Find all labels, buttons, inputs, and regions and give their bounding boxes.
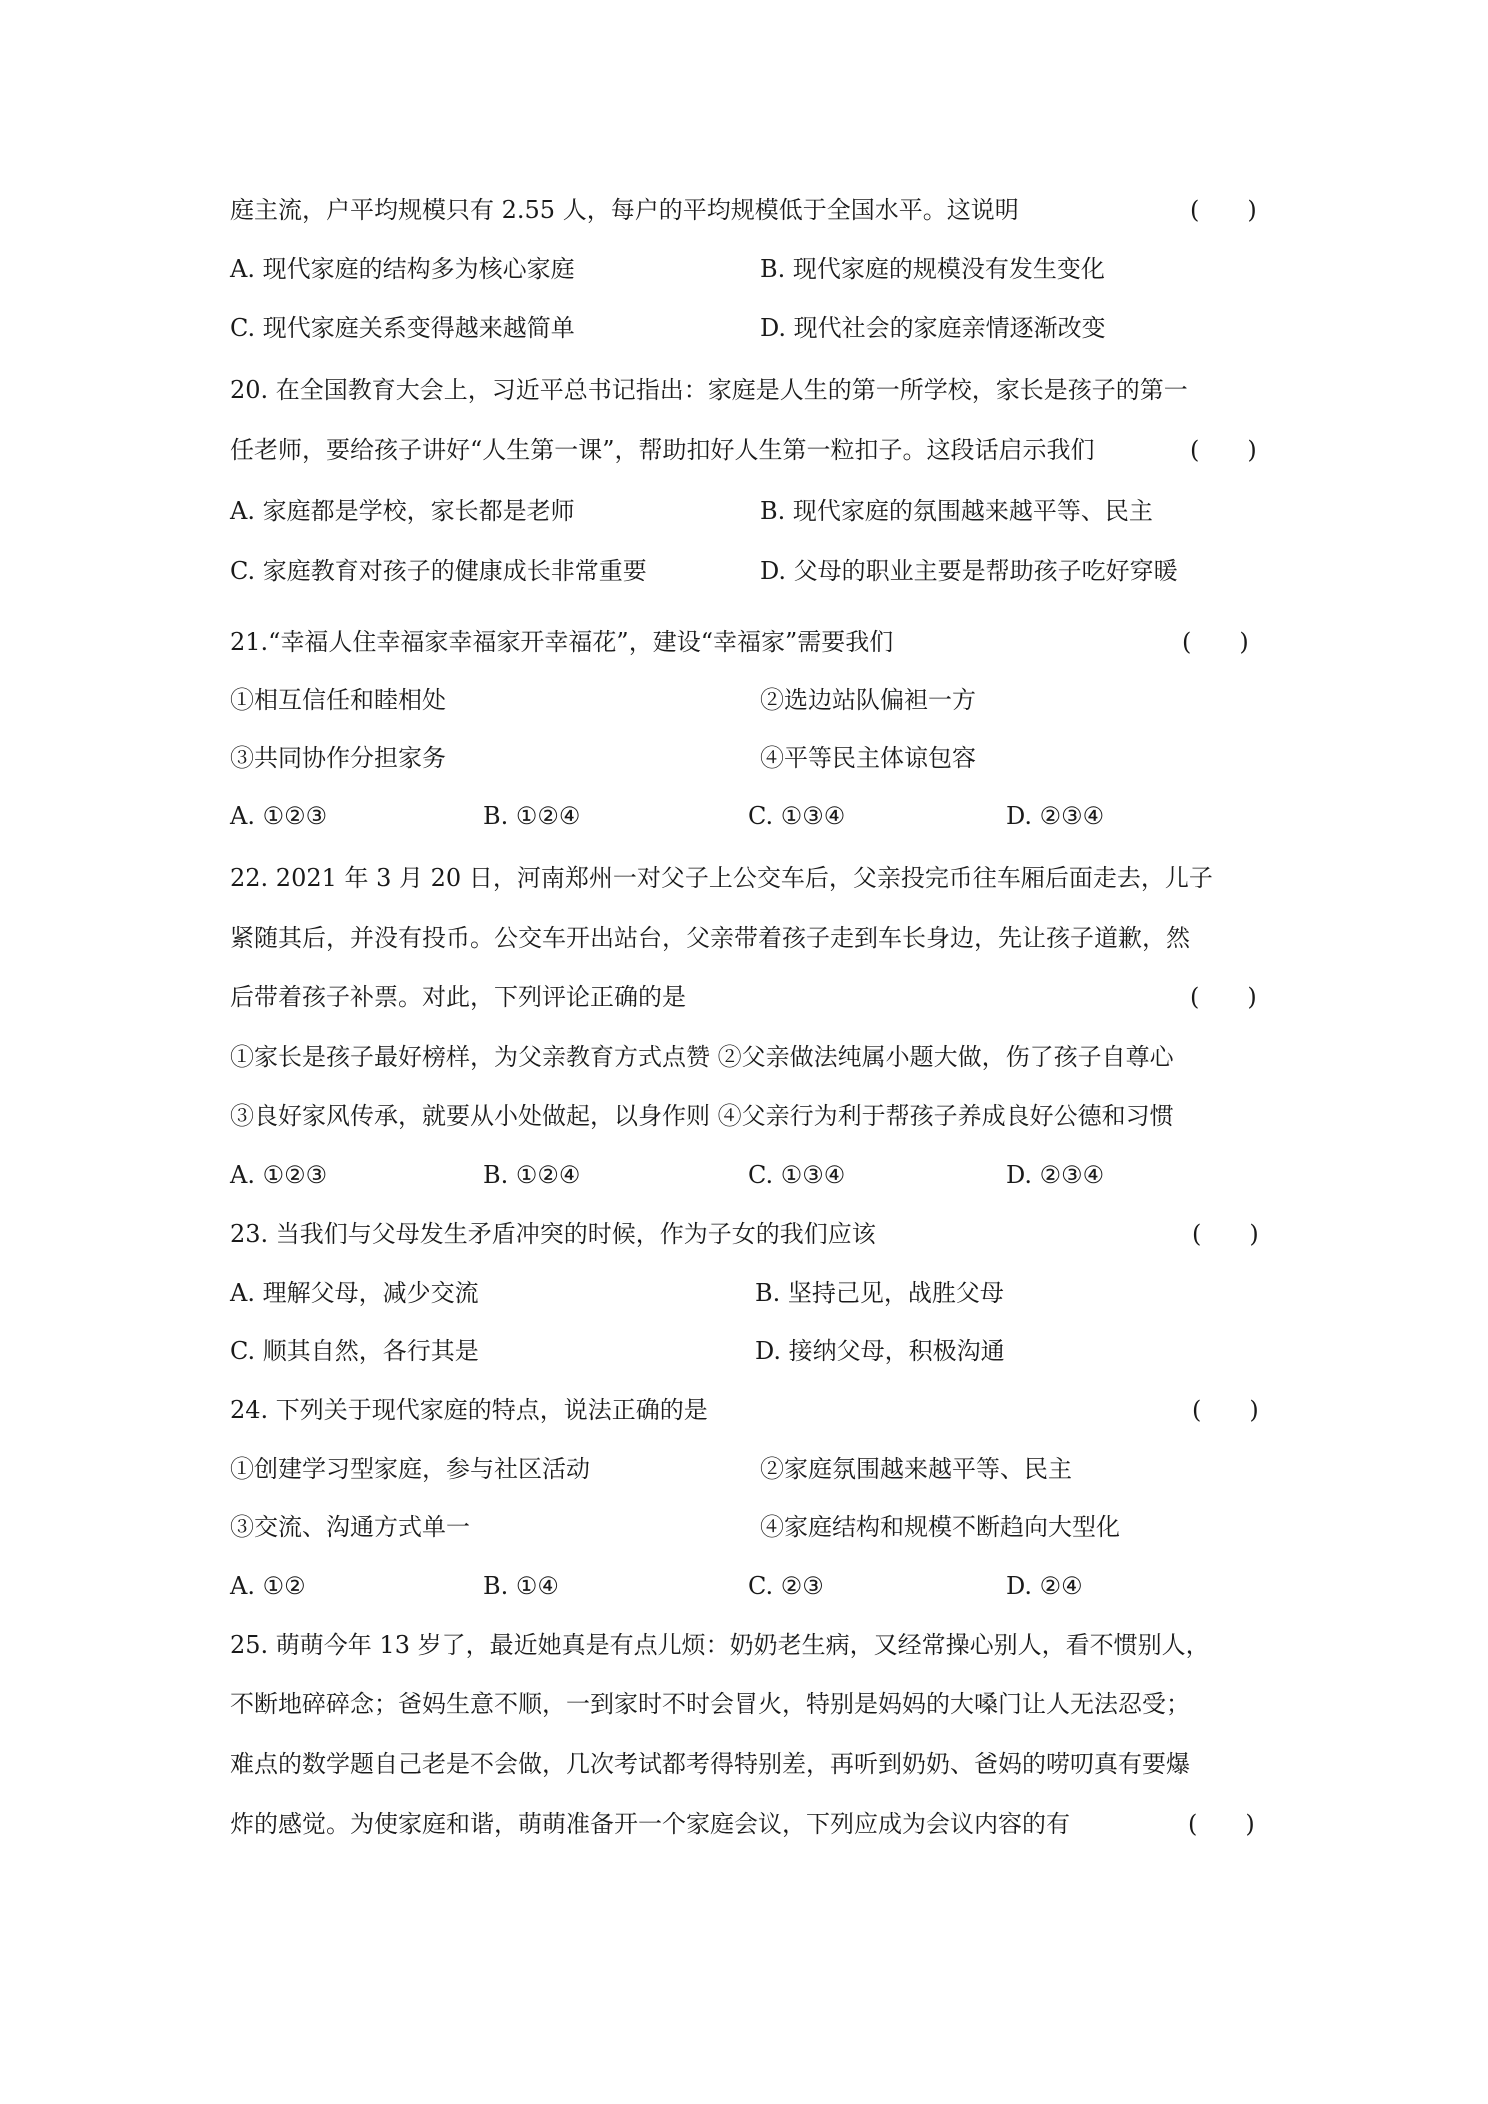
q22-option-b: B. ①②④	[483, 1161, 581, 1189]
q20-option-a: A. 家庭都是学校，家长都是老师	[230, 497, 575, 525]
q19-option-c: C. 现代家庭关系变得越来越简单	[230, 314, 575, 342]
q22-items-text-1: ①家长是孩子最好榜样，为父亲教育方式点赞 ②父亲做法纯属小题大做，伤了孩子自尊心	[230, 1043, 1174, 1071]
q23-option-d: D. 接纳父母，积极沟通	[755, 1337, 1005, 1365]
q22-stem-text-2: 紧随其后，并没有投币。公交车开出站台，父亲带着孩子走到车长身边，先让孩子道歉，然	[230, 924, 1190, 952]
q24-item-1: ①创建学习型家庭，参与社区活动	[230, 1455, 590, 1483]
q24-options-row	[230, 1566, 1270, 1606]
q23-option-a: A. 理解父母，减少交流	[230, 1279, 479, 1307]
q21-item-4: ④平等民主体谅包容	[760, 744, 976, 772]
q20-option-c: C. 家庭教育对孩子的健康成长非常重要	[230, 557, 647, 585]
q24-items-row-1	[230, 1449, 1270, 1489]
q23-option-b: B. 坚持己见，战胜父母	[755, 1279, 1004, 1307]
q19-option-b: B. 现代家庭的规模没有发生变化	[760, 255, 1105, 283]
q22-stem-line-2	[230, 918, 1270, 958]
q25-stem-line-4	[230, 1804, 1270, 1844]
q23-answer-paren: ( )	[1192, 1220, 1259, 1248]
q22-items-line-2	[230, 1096, 1270, 1136]
q19-stem-line	[230, 190, 1270, 230]
q22-options-row	[230, 1155, 1270, 1195]
q21-options-row	[230, 796, 1270, 836]
q21-option-b: B. ①②④	[483, 802, 581, 830]
q24-items-row-2	[230, 1507, 1270, 1547]
q25-stem-line-1	[230, 1625, 1270, 1665]
q21-item-2: ②选边站队偏袒一方	[760, 686, 976, 714]
q21-item-1: ①相互信任和睦相处	[230, 686, 446, 714]
q20-stem-text-1: 20. 在全国教育大会上，习近平总书记指出：家庭是人生的第一所学校，家长是孩子的第一	[230, 376, 1188, 404]
q24-stem-text: 24. 下列关于现代家庭的特点，说法正确的是	[230, 1396, 708, 1424]
q24-option-d: D. ②④	[1006, 1572, 1083, 1600]
q23-options-row-1	[230, 1273, 1270, 1313]
q20-option-d: D. 父母的职业主要是帮助孩子吃好穿暖	[760, 557, 1178, 585]
q20-answer-paren: ( )	[1190, 436, 1257, 464]
q20-stem-text-2: 任老师，要给孩子讲好“人生第一课”，帮助扣好人生第一粒扣子。这段话启示我们	[230, 436, 1095, 464]
q22-stem-line-1	[230, 858, 1270, 898]
q24-option-a: A. ①②	[230, 1572, 306, 1600]
q25-stem-text-1: 25. 萌萌今年 13 岁了，最近她真是有点儿烦：奶奶老生病，又经常操心别人，看不惯别人，	[230, 1631, 1210, 1659]
q22-option-d: D. ②③④	[1006, 1161, 1105, 1189]
q25-answer-paren: ( )	[1188, 1810, 1255, 1838]
q22-items-text-2: ③良好家风传承，就要从小处做起，以身作则 ④父亲行为利于帮孩子养成良好公德和习惯	[230, 1102, 1174, 1130]
q25-stem-text-4: 炸的感觉。为使家庭和谐，萌萌准备开一个家庭会议，下列应成为会议内容的有	[230, 1810, 1070, 1838]
q20-stem-line-1	[230, 370, 1270, 410]
q22-items-line-1	[230, 1037, 1270, 1077]
q22-stem-text-1: 22. 2021 年 3 月 20 日，河南郑州一对父子上公交车后，父亲投完币往车厢后面走去，儿子	[230, 864, 1213, 892]
q24-item-2: ②家庭氛围越来越平等、民主	[760, 1455, 1072, 1483]
q21-stem-line	[230, 622, 1270, 662]
q19-options-row-1	[230, 249, 1270, 289]
q23-option-c: C. 顺其自然，各行其是	[230, 1337, 479, 1365]
q22-stem-text-3: 后带着孩子补票。对此，下列评论正确的是	[230, 983, 686, 1011]
q21-stem-text: 21.“幸福人住幸福家幸福家开幸福花”，建设“幸福家”需要我们	[230, 628, 894, 656]
q19-option-d: D. 现代社会的家庭亲情逐渐改变	[760, 314, 1106, 342]
q19-option-a: A. 现代家庭的结构多为核心家庭	[230, 255, 575, 283]
q25-stem-text-2: 不断地碎碎念；爸妈生意不顺，一到家时不时会冒火，特别是妈妈的大嗓门让人无法忍受；	[230, 1690, 1190, 1718]
q20-options-row-2	[230, 551, 1270, 591]
q22-stem-line-3	[230, 977, 1270, 1017]
q20-options-row-1	[230, 491, 1270, 531]
q21-items-row-1	[230, 680, 1270, 720]
q21-item-3: ③共同协作分担家务	[230, 744, 446, 772]
q24-answer-paren: ( )	[1192, 1396, 1259, 1424]
q24-item-3: ③交流、沟通方式单一	[230, 1513, 470, 1541]
q23-options-row-2	[230, 1331, 1270, 1371]
q19-answer-paren: ( )	[1190, 196, 1257, 224]
q21-option-d: D. ②③④	[1006, 802, 1105, 830]
q22-answer-paren: ( )	[1190, 983, 1257, 1011]
q25-stem-line-2	[230, 1684, 1270, 1724]
q19-options-row-2	[230, 308, 1270, 348]
q21-items-row-2	[230, 738, 1270, 778]
q22-option-c: C. ①③④	[748, 1161, 846, 1189]
q19-stem-text: 庭主流，户平均规模只有 2.55 人，每户的平均规模低于全国水平。这说明	[230, 196, 1019, 224]
q20-option-b: B. 现代家庭的氛围越来越平等、民主	[760, 497, 1153, 525]
q20-stem-line-2	[230, 430, 1270, 470]
q24-item-4: ④家庭结构和规模不断趋向大型化	[760, 1513, 1120, 1541]
q21-answer-paren: ( )	[1182, 628, 1249, 656]
q25-stem-line-3	[230, 1744, 1270, 1784]
q21-option-c: C. ①③④	[748, 802, 846, 830]
q24-stem-line	[230, 1390, 1270, 1430]
q23-stem-text: 23. 当我们与父母发生矛盾冲突的时候，作为子女的我们应该	[230, 1220, 876, 1248]
q25-stem-text-3: 难点的数学题自己老是不会做，几次考试都考得特别差，再听到奶奶、爸妈的唠叨真有要爆	[230, 1750, 1190, 1778]
q23-stem-line	[230, 1214, 1270, 1254]
q22-option-a: A. ①②③	[230, 1161, 328, 1189]
q24-option-c: C. ②③	[748, 1572, 824, 1600]
q21-option-a: A. ①②③	[230, 802, 328, 830]
q24-option-b: B. ①④	[483, 1572, 559, 1600]
